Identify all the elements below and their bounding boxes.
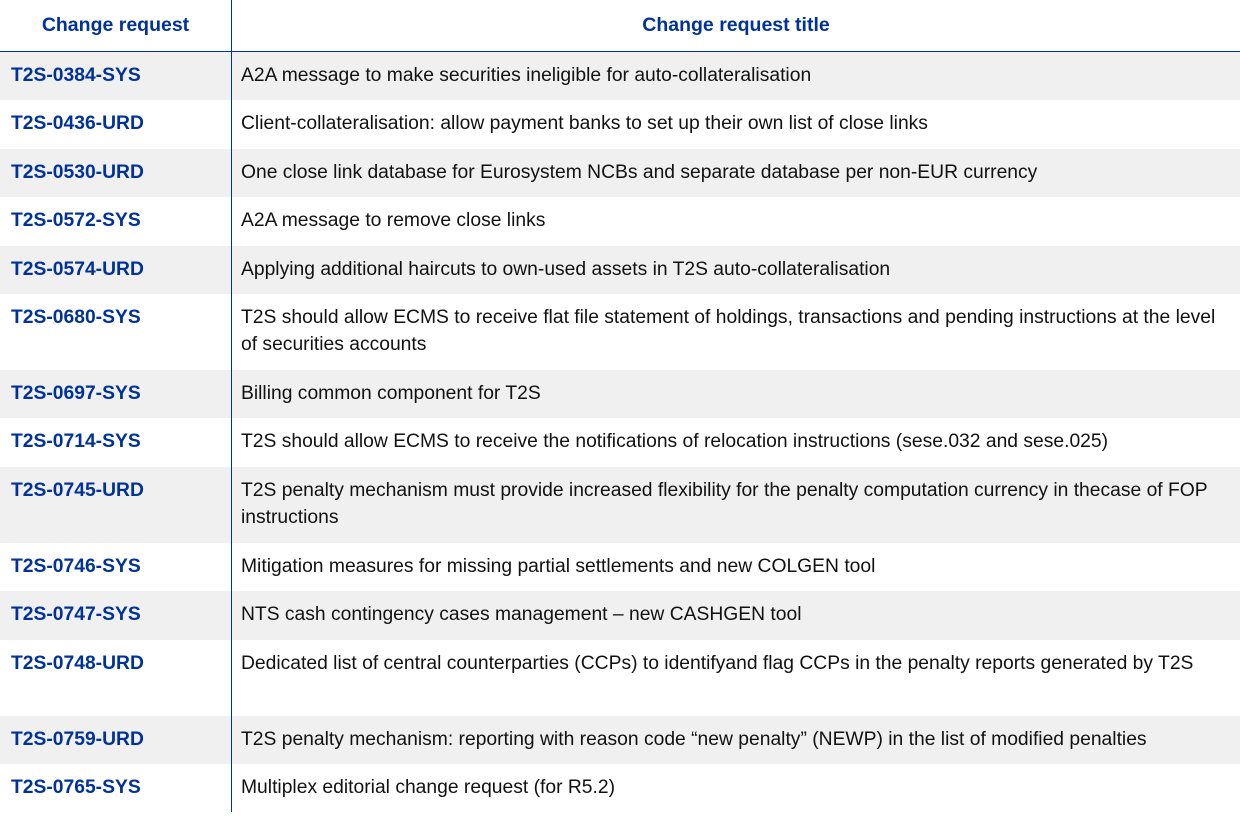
change-request-title: Client-collateralisation: allow payment banks to set up their own list of close links xyxy=(241,113,928,135)
table-row xyxy=(0,52,1240,100)
table-row xyxy=(0,246,1240,294)
change-request-id: T2S-0759-URD xyxy=(0,716,232,764)
change-request-id: T2S-0574-URD xyxy=(0,246,232,294)
header-change-request-title: Change request title xyxy=(642,14,830,36)
change-request-title: Applying additional haircuts to own-used assets in T2S auto-collateralisation xyxy=(241,258,891,280)
change-request-id: T2S-0697-SYS xyxy=(0,370,232,418)
change-request-id: T2S-0747-SYS xyxy=(0,591,232,639)
change-request-title: Billing common component for T2S xyxy=(241,382,541,404)
change-request-title: One close link database for Eurosystem NCBs and separate database per non-EUR currency xyxy=(241,161,1038,183)
table-row xyxy=(0,294,1240,370)
table-row xyxy=(0,591,1240,639)
table-row xyxy=(0,764,1240,812)
table-header xyxy=(0,0,1240,51)
change-request-id: T2S-0765-SYS xyxy=(0,764,232,812)
change-request-title: T2S should allow ECMS to receive the notifications of relocation instructions (sese.032 and sese.025) xyxy=(241,431,1109,453)
table-row xyxy=(0,418,1240,466)
change-request-id: T2S-0745-URD xyxy=(0,467,232,543)
change-request-title: A2A message to make securities ineligible for auto-collateralisation xyxy=(241,65,812,86)
change-request-title: A2A message to remove close links xyxy=(241,210,546,232)
table-row xyxy=(0,370,1240,418)
change-request-title: NTS cash contingency cases management – new CASHGEN tool xyxy=(241,604,802,626)
table-row xyxy=(0,543,1240,591)
change-request-id: T2S-0748-URD xyxy=(0,640,232,716)
change-request-title: T2S should allow ECMS to receive flat file statement of holdings, transactions and pending instructions at the level of securities accounts xyxy=(241,306,1216,356)
table-row xyxy=(0,640,1240,716)
table-row xyxy=(0,716,1240,764)
change-request-id: T2S-0572-SYS xyxy=(0,197,232,245)
table-row xyxy=(0,149,1240,197)
table-row xyxy=(0,100,1240,148)
change-request-id: T2S-0680-SYS xyxy=(0,294,232,370)
change-request-id: T2S-0714-SYS xyxy=(0,418,232,466)
change-request-id: T2S-0436-URD xyxy=(0,100,232,148)
change-request-title: Mitigation measures for missing partial settlements and new COLGEN tool xyxy=(241,555,876,577)
table-row xyxy=(0,197,1240,245)
header-change-request: Change request xyxy=(0,0,232,51)
change-request-id: T2S-0384-SYS xyxy=(0,52,232,100)
change-request-id: T2S-0746-SYS xyxy=(0,543,232,591)
table-row xyxy=(0,467,1240,543)
change-request-title: T2S penalty mechanism must provide increased flexibility for the penalty computation currency in thecase of FOP instructions xyxy=(241,479,1208,529)
change-request-title: T2S penalty mechanism: reporting with reason code “new penalty” (NEWP) in the list of modified penalties xyxy=(241,728,1147,750)
change-request-title: Multiplex editorial change request (for R5.2) xyxy=(241,776,616,798)
change-request-title: Dedicated list of central counterparties (CCPs) to identifyand flag CCPs in the penalty reports generated by T2S xyxy=(241,652,1194,674)
change-request-id: T2S-0530-URD xyxy=(0,149,232,197)
